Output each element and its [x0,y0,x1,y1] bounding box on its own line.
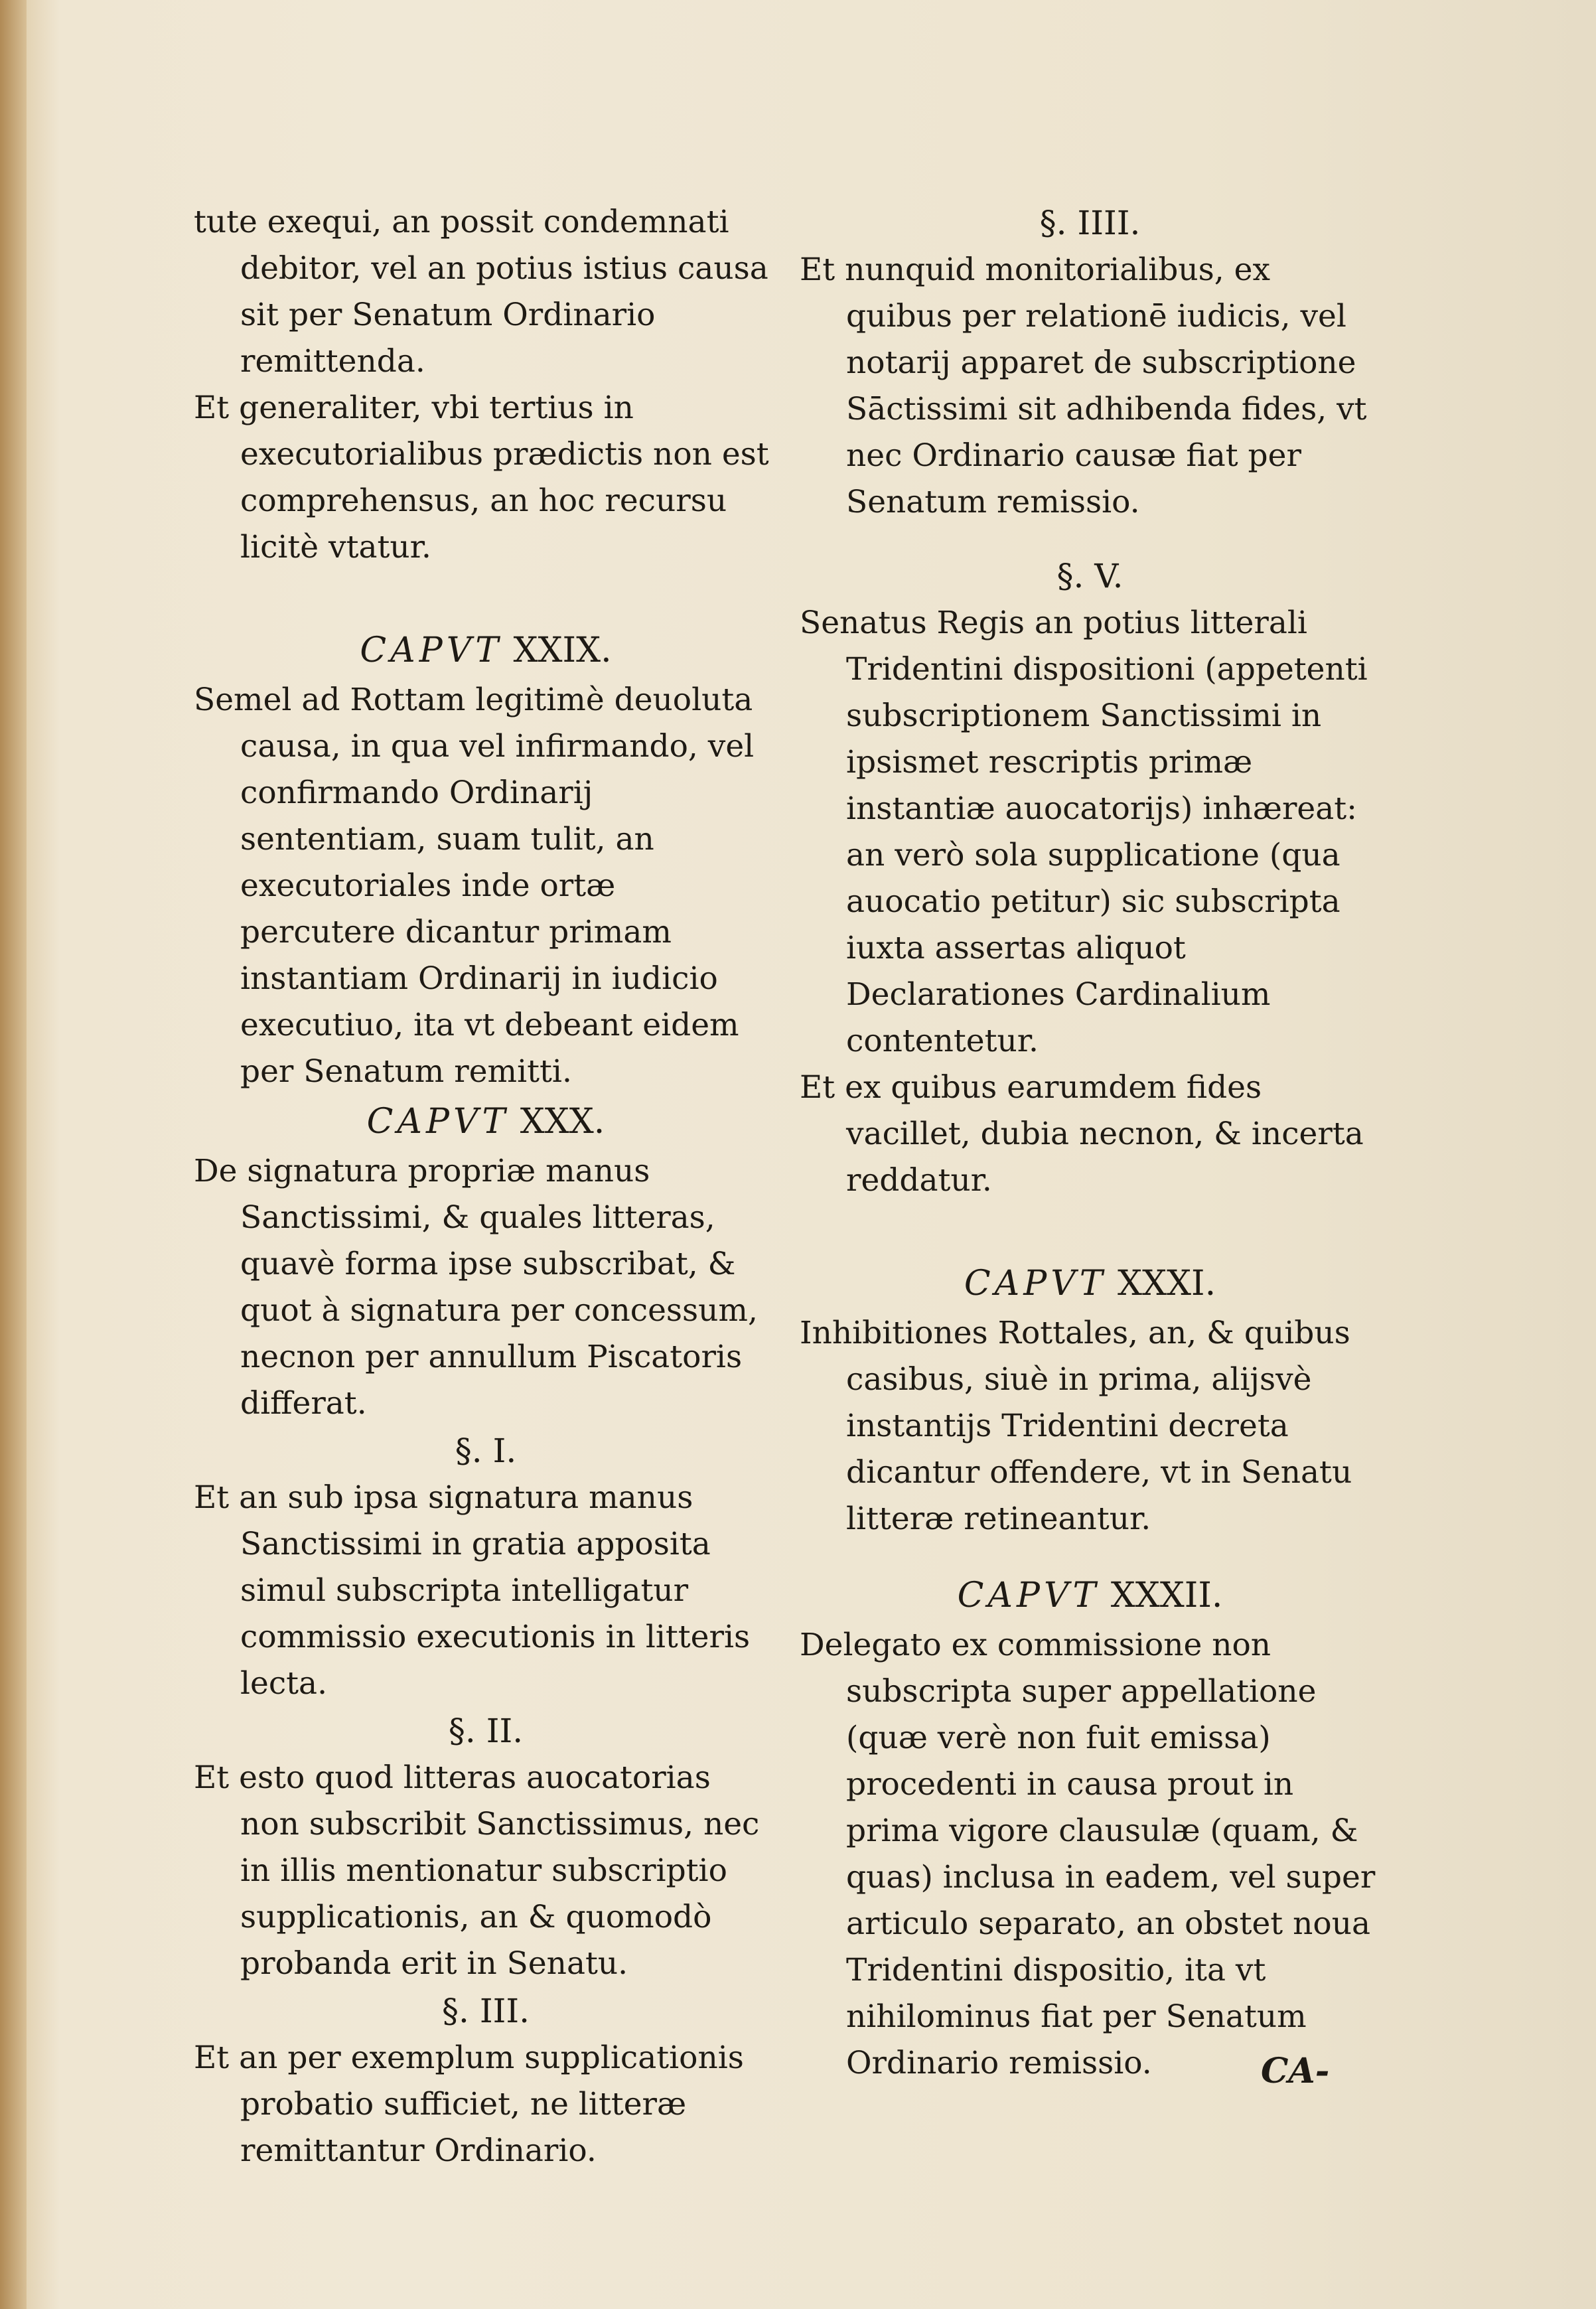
caput-31-text: Inhibitiones Rottales, an, & quibus casibus, siuè in prima, alijsvè instantijs Tridentini decreta dicantur offendere, vt in Senatu litteræ retineantur. [800,1315,1352,1537]
paragraph-4-text: Et nunquid monitorialibus, ex quibus per relationē iudicis, vel notarij apparet de subscriptione Sāctissimi sit adhibenda fides, vt nec Ordinario causæ fiat per Senatum remissio. [800,252,1367,520]
left-column [194,199,778,2174]
caput-30-text: De signatura propriæ manus Sanctissimi, & quales litteras, quavè forma ipse subscribat, & quot à signatura per concessum, necnon per annullum Piscatoris differat. [194,1153,758,1422]
caput-30-heading [194,1095,778,1148]
caput-32-number: XXXII. [1110,1576,1223,1615]
paragraph-5b-text: Et ex quibus earumdem fides vacillet, dubia necnon, & incerta reddatur. [800,1069,1364,1199]
caput-29-text: Semel ad Rottam legitimè deuoluta causa, in qua vel infirmando, vel confirmando Ordinarij sententiam, suam tulit, an executoriales inde ortæ percutere dicantur primam instantiam Ordinarij in iudicio executiuo, ita vt debeant eidem per Senatum remitti. [194,682,755,1090]
paragraph-1-text: Et an sub ipsa signatura manus Sanctissimi in gratia apposita simul subscripta intelligatur commissio executionis in litteris lecta. [194,1479,751,1702]
caput-31-number: XXXI. [1117,1264,1216,1303]
caput-29-number: XXIX. [513,631,612,670]
caput-31-label: CAPVT [964,1264,1107,1303]
catchword: CA- [1261,2051,1330,2091]
paragraph-5-label: §. V. [1056,557,1124,595]
paragraph-2-label: §. II. [448,1712,524,1750]
caput-32-text: Delegato ex commissione non subscripta super appellatione (quæ verè non fuit emissa) procedenti in causa prout in prima vigore clausulæ (quam, & quas) inclusa in eadem, vel super articulo separato, an obstet noua Tridentini dispositio, ita vt nihilominus fiat per Senatum Ordinario remissio. [800,1627,1376,2081]
right-column [800,199,1380,2087]
caput-29-label: CAPVT [360,631,502,670]
paragraph-4-label: §. IIII. [1039,204,1141,242]
paragraph-5-text: Senatus Regis an potius litterali Tridentini dispositioni (appetenti subscriptionem Sanctissimi in ipsismet rescriptis primæ instantiæ auocatorijs) inhæreat: an verò sola supplicatione (qua auocatio petitur) sic subscripta iuxta assertas aliquot Declarationes Cardinalium contentetur. [800,605,1368,1059]
caput-32-heading [800,1569,1380,1622]
caput-29-heading [194,624,778,677]
entry-et-generaliter: Et generaliter, vbi tertius in executorialibus prædictis non est comprehensus, an hoc recursu licitè vtatur. [194,390,769,565]
paragraph-2-text: Et esto quod litteras auocatorias non subscribit Sanctissimus, nec in illis mentionatur subscriptio supplicationis, an & quomodò probanda erit in Senatu. [194,1759,760,1982]
caput-31-heading [800,1257,1380,1310]
paragraph-3-label: §. III. [442,1992,530,2030]
caput-30-label: CAPVT [366,1102,510,1142]
caput-32-label: CAPVT [957,1576,1100,1615]
caput-30-number: XXX. [520,1102,605,1142]
paragraph-3-text: Et an per exemplum supplicationis probatio sufficiet, ne litteræ remittantur Ordinario. [194,2040,744,2169]
entry-tute-exequi: tute exequi, an possit condemnati debitor, vel an potius istius causa sit per Senatum Ordinario remittenda. [194,204,768,380]
paragraph-1-label: §. I. [455,1432,517,1470]
book-spine-shadow [0,0,27,2309]
